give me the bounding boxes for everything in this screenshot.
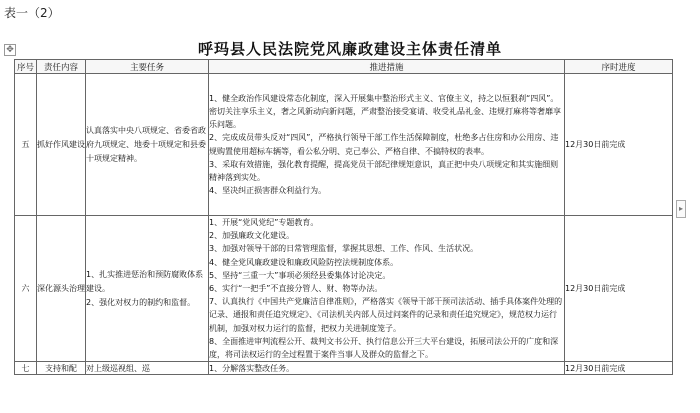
row-measures bbox=[209, 362, 565, 375]
row-content: 支持和配 bbox=[37, 362, 86, 375]
table-row bbox=[15, 362, 673, 375]
measure-item: 1、分解落实整改任务。 bbox=[209, 363, 295, 373]
document-title: 呼玛县人民法院党风廉政建设主体责任清单 bbox=[197, 40, 502, 58]
row-deadline: 12月30日前完成 bbox=[565, 216, 673, 362]
measure-item: 1、开展“党风党纪”专题教育。 bbox=[209, 218, 319, 227]
row-deadline: 12月30日前完成 bbox=[565, 74, 673, 216]
table-header-row bbox=[15, 60, 673, 74]
measure-item: 4、健全党风廉政建设和廉政风险防控法规制度体系。 bbox=[209, 257, 399, 267]
row-seq: 五 bbox=[15, 74, 37, 216]
row-task: 1、扎实推进惩治和预防腐败体系建设。 2、强化对权力的制约和监督。 bbox=[86, 216, 209, 362]
row-measures bbox=[209, 216, 565, 362]
header-content: 责任内容 bbox=[37, 60, 86, 74]
row-task: 认真落实中央八项规定、省委省政府九项规定、地委十项规定和县委十项规定精神。 bbox=[86, 74, 209, 216]
measure-item: 2、加强廉政文化建设。 bbox=[209, 231, 295, 241]
row-seq: 六 bbox=[15, 216, 37, 362]
header-deadline: 序时进度 bbox=[565, 60, 673, 74]
responsibility-table bbox=[14, 59, 673, 375]
table-label: 表一（2） bbox=[4, 6, 60, 20]
row-deadline: 12月30日前完成 bbox=[565, 362, 673, 375]
measure-item: 3、加强对领导干部的日常管理监督，掌握其思想、工作、作风、生活状况。 bbox=[209, 244, 479, 254]
table-move-handle-icon[interactable]: ✥ bbox=[4, 44, 16, 56]
measure-item: 5、坚持“三重一大”事项必须经县委集体讨论决定。 bbox=[209, 270, 391, 280]
measure-item: 7、认真执行《中国共产党廉洁自律准则》，严格落实《领导干部干预司法活动、插手具体案件处理的记录、通报和责任追究规定》、《司法机关内部人员过问案件的记录和责任追究规定》，规范权力运行机制，加强对权力运行的监督，把权力关进制度笼子。 bbox=[209, 297, 563, 333]
measure-item: 3、采取有效措施，强化教育提醒，提高党员干部纪律规矩意识，真正把中央八项规定和其实施细则精神落到实处。 bbox=[209, 159, 559, 182]
header-measures: 推进措施 bbox=[209, 60, 565, 74]
header-seq: 序号 bbox=[15, 60, 37, 74]
row-content: 抓好作风建设 bbox=[37, 74, 86, 216]
scroll-marker-icon[interactable]: ▸ bbox=[676, 200, 686, 218]
measure-item: 4、坚决纠正损害群众利益行为。 bbox=[209, 186, 327, 196]
measure-item: 6、实行“一把手”不直接分管人、财、物等办法。 bbox=[209, 284, 383, 294]
measure-item: 1、健全政治作风建设常态化制度，深入开展集中整治形式主义、官僚主义，持之以恒狠刹“四风”。密切关注享乐主义，奢之风新动向新问题，严肃整治接受宴请、收受礼品礼金、违规打麻将等奢靡享乐问题。 bbox=[209, 93, 561, 130]
row-task: 对上级巡视组、巡 bbox=[86, 362, 209, 375]
row-measures bbox=[209, 74, 565, 216]
row-seq: 七 bbox=[15, 362, 37, 375]
measure-item: 2、完成成员带头反对“四风”，严格执行领导干部工作生活保障制度，杜绝多占住房和办公用房、违规购置使用超标车辆等，看公私分明、克己奉公、严格自律、不搞特权的表率。 bbox=[209, 133, 559, 156]
row-content: 深化源头治理 bbox=[37, 216, 86, 362]
measure-item: 8、全面推进审判流程公开、裁判文书公开、执行信息公开三大平台建设，拓展司法公开的广度和深度，将司法权运行的全过程置于案件当事人及群众的监督之下。 bbox=[209, 336, 559, 360]
table-row bbox=[15, 74, 673, 216]
table-row bbox=[15, 216, 673, 362]
header-task: 主要任务 bbox=[86, 60, 209, 74]
